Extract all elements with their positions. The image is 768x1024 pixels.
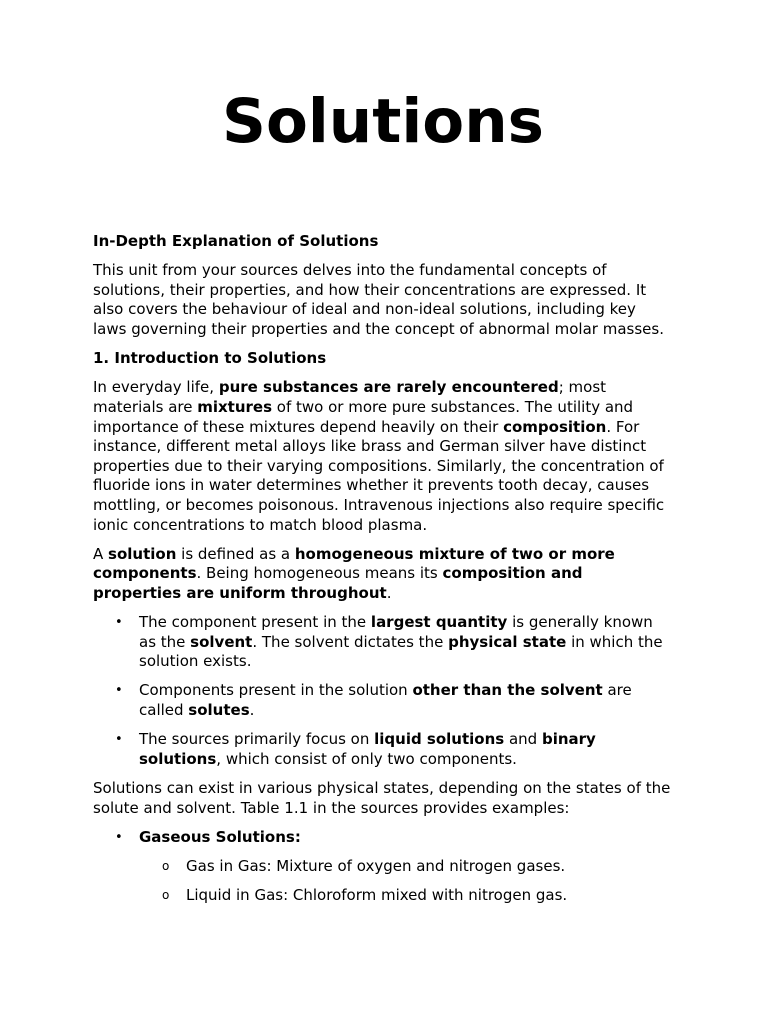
bullet-icon: •: [115, 615, 123, 631]
list-item-focus: • The sources primarily focus on liquid solutions and binary solutions, which consist of only two components.: [115, 730, 596, 768]
bullet-icon: •: [115, 732, 123, 748]
sub-list-item: o Liquid in Gas: Chloroform mixed with nitrogen gas.: [162, 886, 568, 905]
gaseous-solutions-sublist: [139, 857, 673, 906]
intro-heading: In-Depth Explanation of Solutions: [93, 232, 379, 250]
document-body: [93, 232, 673, 915]
paragraph-physical-states: Solutions can exist in various physical states, depending on the states of the solute and solvent. Table 1.1 in the sources provides examples:: [93, 779, 671, 817]
sub-bullet-icon: o: [162, 888, 170, 903]
document-title: Solutions: [222, 86, 544, 157]
sub-bullet-icon: o: [162, 858, 170, 873]
list-item-solutes: • Components present in the solution other than the solvent are called solutes.: [115, 681, 632, 720]
solution-types-list: [93, 828, 673, 906]
paragraph-solution-definition: A solution is defined as a homogeneous mixture of two or more components. Being homogeneous means its composition and properties are uniform throughout.: [93, 544, 615, 602]
intro-paragraph: This unit from your sources delves into the fundamental concepts of solutions, their properties, and how their concentrations are expressed. It also covers the behaviour of ideal and non-ideal solutions, including key laws governing their properties and the concept of abnormal molar masses.: [93, 261, 664, 338]
list-item-solvent: • The component present in the largest quantity is generally known as the solvent. The solvent dictates the physical state in which the solution exists.: [115, 613, 663, 671]
bullet-icon: •: [115, 829, 123, 845]
bullet-icon: •: [115, 683, 123, 699]
section-1-heading: 1. Introduction to Solutions: [93, 349, 327, 368]
list-item-gaseous-solutions: • Gaseous Solutions: o Gas in Gas: Mixture of oxygen and nitrogen gases. o Liquid in Gas: Chloroform mixed with nitrogen gas.: [93, 828, 673, 906]
solution-components-list: [93, 613, 673, 769]
paragraph-everyday-life: In everyday life, pure substances are rarely encountered; most materials are mixtures of two or more pure substances. The utility and importance of these mixtures depend heavily on their composition. For instance, different metal alloys like brass and German silver have distinct properties due to their varying compositions. Similarly, the concentration of fluoride ions in water determines whether it prevents tooth decay, causes mottling, or becomes poisonous. Intravenous injections also require specific ionic concentrations to match blood plasma.: [93, 378, 665, 534]
sub-list-item: o Gas in Gas: Mixture of oxygen and nitrogen gases.: [162, 856, 566, 875]
